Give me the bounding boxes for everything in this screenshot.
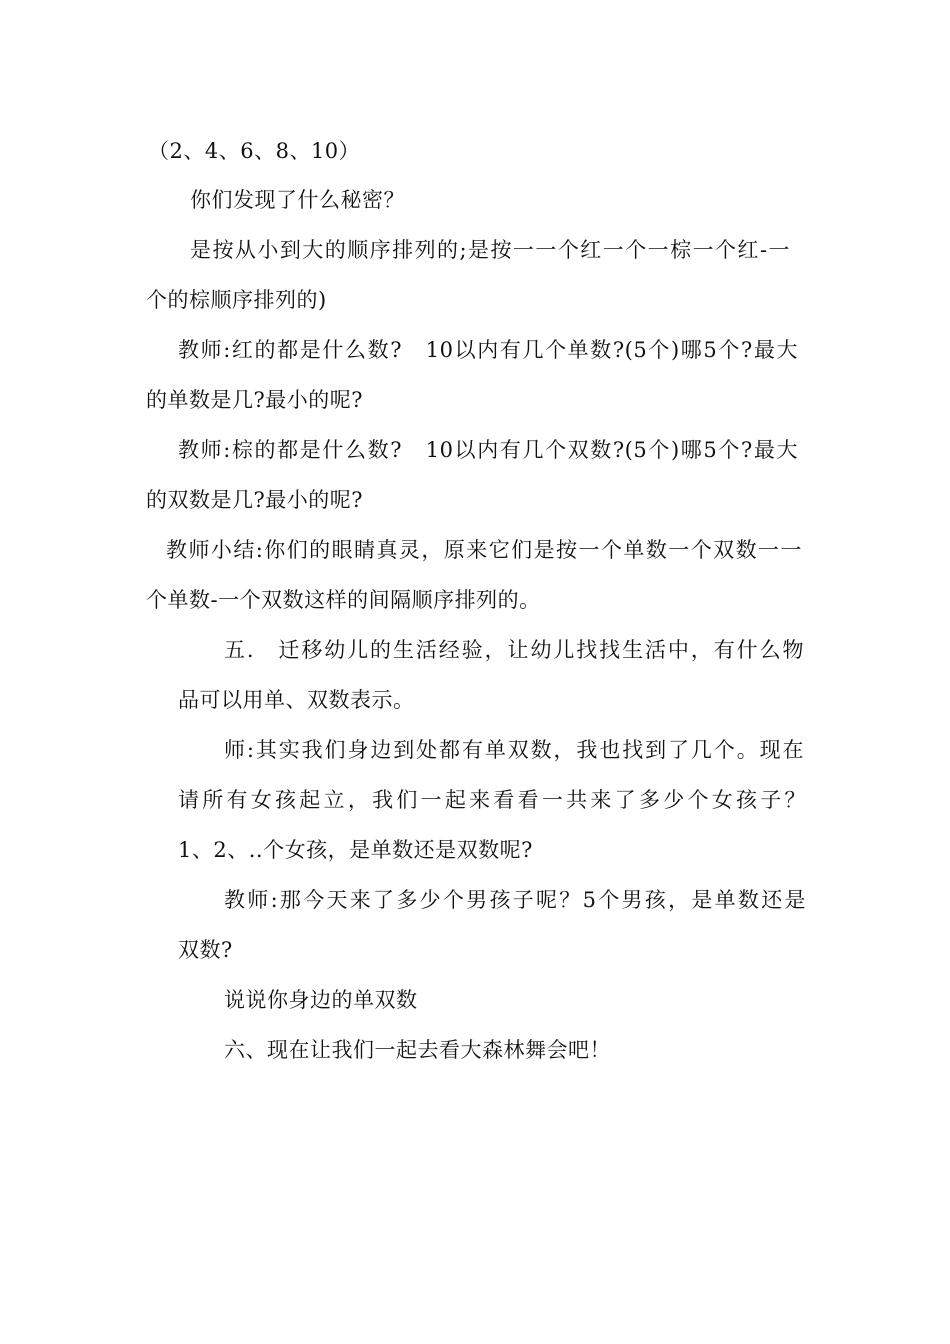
text-line-summary-1: 教师小结:你们的眼睛真灵，原来它们是按一个单数一个双数一一 [166, 538, 802, 562]
text-line-section-five-2: 品可以用单、双数表示。 [178, 688, 415, 712]
text-line-teacher-red-1: 教师:红的都是什么数? 10以内有几个单数?(5个)哪5个?最大 [178, 338, 798, 362]
text-line-talk-prompt: 说说你身边的单双数 [224, 988, 418, 1012]
text-line-question: 你们发现了什么秘密？ [190, 188, 405, 212]
text-line-teacher-boys-2: 双数? [178, 938, 233, 962]
text-line-section-five-1: 五. 迁移幼儿的生活经验，让幼儿找找生活中，有什么物 [224, 638, 804, 662]
text-line-teacher-girls-1: 师:其实我们身边到处都有单双数，我也找到了几个。现在 [224, 738, 804, 762]
text-line-teacher-brown-1: 教师:棕的都是什么数? 10以内有几个双数?(5个)哪5个?最大 [178, 438, 798, 462]
text-line-sequence: （2、4、6、8、10） [148, 139, 361, 163]
text-line-answer-2: 个的棕顺序排列的) [146, 288, 327, 312]
text-line-teacher-girls-2: 请所有女孩起立，我们一起来看看一共来了多少个女孩子？ [178, 788, 806, 812]
text-line-teacher-boys-1: 教师:那今天来了多少个男孩子呢？5个男孩，是单数还是 [224, 888, 806, 912]
text-line-summary-2: 个单数-一个双数这样的间隔顺序排列的。 [146, 588, 541, 612]
text-line-answer-1: 是按从小到大的顺序排列的;是按一一个红一个一棕一个红-一 [190, 238, 790, 262]
text-line-teacher-brown-2: 的双数是几?最小的呢? [146, 488, 364, 512]
text-line-section-six: 六、现在让我们一起去看大森林舞会吧！ [224, 1038, 611, 1062]
text-line-teacher-red-2: 的单数是几?最小的呢? [146, 388, 364, 412]
text-line-teacher-girls-3: 1、2、..个女孩，是单数还是双数呢? [178, 838, 533, 862]
